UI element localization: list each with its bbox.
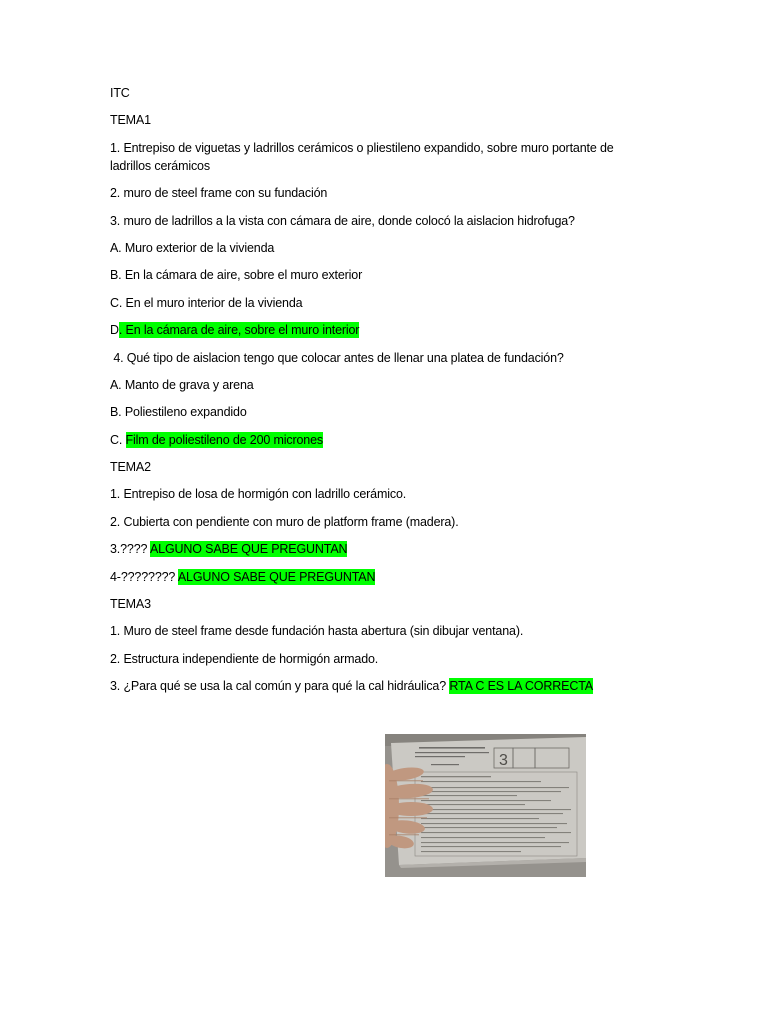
tema1-q3-option-a: A. Muro exterior de la vivienda	[110, 240, 275, 255]
tema2-item-3	[110, 540, 730, 558]
tema2-item-4	[110, 568, 730, 586]
tema1-item-1-line-1: 1. Entrepiso de viguetas y ladrillos cerámicos o pliestileno expandido, sobre muro portante de	[110, 140, 614, 155]
tema1-q3-option-b: B. En la cámara de aire, sobre el muro exterior	[110, 268, 363, 283]
tema1-item-2: 2. muro de steel frame con su fundación	[110, 186, 328, 201]
document-body	[110, 84, 730, 705]
tema1-item-3-question: 3. muro de ladrillos a la vista con cámara de aire, donde colocó la aislacion hidrofuga?	[110, 213, 575, 228]
tema1-q4-option-c	[110, 431, 730, 449]
photo-number: 3	[499, 752, 508, 769]
item-number: 4-????????	[110, 569, 178, 584]
tema1-q3-option-c: C. En el muro interior de la vivienda	[110, 295, 303, 310]
item-question: 3. ¿Para qué se usa la cal común y para qué la cal hidráulica?	[110, 679, 450, 694]
section-heading-tema2: TEMA2	[110, 460, 151, 475]
item-number: 3.????	[110, 542, 150, 557]
tema2-item-2: 2. Cubierta con pendiente con muro de platform frame (madera).	[110, 514, 459, 529]
option-letter: D	[110, 323, 119, 338]
option-letter: C.	[110, 432, 126, 447]
tema3-item-3	[110, 677, 730, 695]
highlighted-answer: Film de poliestileno de 200 micrones	[125, 432, 324, 447]
section-heading-tema3: TEMA3	[110, 597, 151, 612]
tema1-q4-option-a: A. Manto de grava y arena	[110, 377, 254, 392]
highlighted-answer: . En la cámara de aire, sobre el muro interior	[118, 323, 360, 338]
tema1-q4-option-b: B. Poliestileno expandido	[110, 405, 247, 420]
exam-paper-photo	[385, 734, 586, 877]
tema3-item-1: 1. Muro de steel frame desde fundación hasta abertura (sin dibujar ventana).	[110, 624, 524, 639]
section-heading-tema1: TEMA1	[110, 113, 151, 128]
tema3-item-2: 2. Estructura independiente de hormigón armado.	[110, 651, 379, 666]
tema1-item-4-question: 4. Qué tipo de aislacion tengo que colocar antes de llenar una platea de fundación?	[110, 350, 564, 365]
tema1-q3-option-d	[110, 321, 730, 339]
tema2-item-1: 1. Entrepiso de losa de hormigón con ladrillo cerámico.	[110, 487, 407, 502]
highlighted-note: RTA C ES LA CORRECTA	[449, 679, 593, 694]
highlighted-note: ALGUNO SABE QUE PREGUNTAN	[149, 542, 348, 557]
highlighted-note: ALGUNO SABE QUE PREGUNTAN	[177, 569, 376, 584]
tema1-item-1-line-2: ladrillos cerámicos	[110, 158, 210, 173]
document-title: ITC	[110, 86, 130, 100]
